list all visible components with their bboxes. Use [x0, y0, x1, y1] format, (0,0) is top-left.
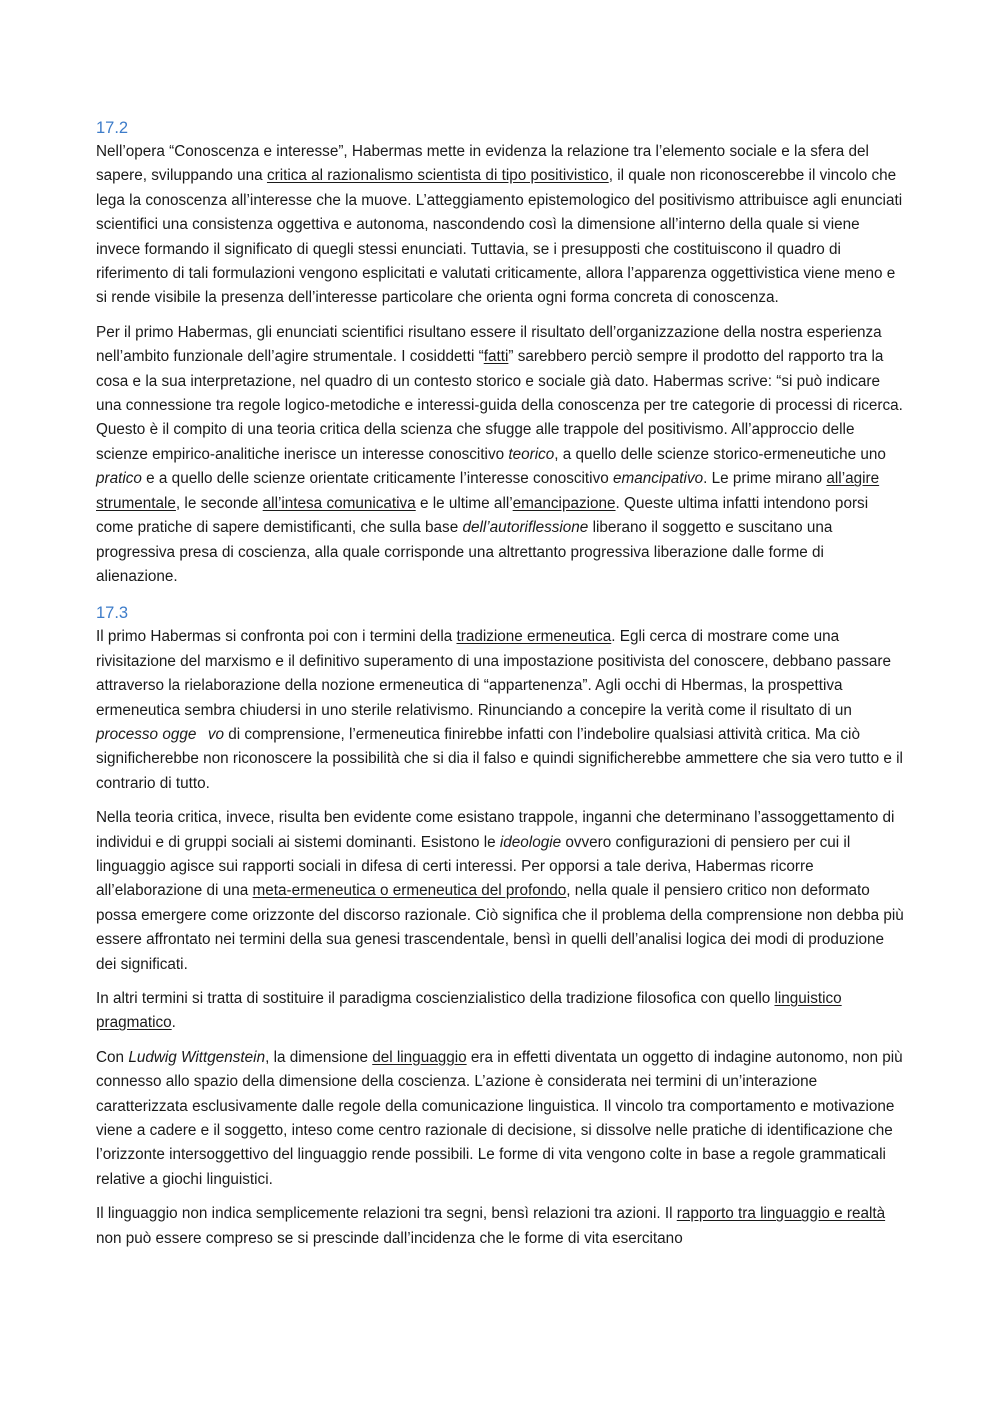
italic-term: processo ogge vo: [96, 725, 224, 743]
text: era in effetti diventata un oggetto di indagine autonomo, non più connesso allo spazio della dimensione della coscienza. L’azione è considerata nei termini di un’interazione caratterizzata esclusivamente dalle regole della comunicazione linguistica. Il vincolo tra comportamento e motivazione viene a cadere e il soggetto, inteso come centro razionale di decisione, si dissolve nelle pratiche di identificazione che l’orizzonte intersoggettivo del linguaggio rende possibili. Le forme di vita vengono colte in base a regole grammaticali relative a giochi linguistici.: [96, 1048, 903, 1188]
text: liberano il soggetto e suscitano una progressiva presa di coscienza, alla quale corrisponde una altrettanto progressiva liberazione dalle forme di alienazione.: [96, 519, 833, 585]
text: , le seconde: [175, 494, 263, 512]
text: , la dimensione: [265, 1048, 373, 1066]
text: In altri termini si tratta di sostituire il paradigma coscienzialistico della tradizione filosofica con quello: [96, 990, 775, 1007]
text: Nella teoria critica, invece, risulta ben evidente come esistano trappole, inganni che determinano l’assoggettamento di individui e di gruppi sociali ai sistemi dominanti. Esistono le: [96, 809, 895, 851]
paragraph-17-2-2: [96, 321, 908, 589]
italic-term: ideologie: [499, 833, 562, 851]
paragraph-17-3-2: [96, 806, 908, 977]
text: Per il primo Habermas, gli enunciati scientifici risultano essere il risultato dell’organizzazione della nostra esperienza nell’ambito funzionale dell’agire strumentale. I cosiddetti “: [96, 323, 882, 366]
text: .: [171, 1014, 176, 1032]
underlined-phrase: tradizione ermeneutica: [456, 628, 612, 646]
underlined-phrase: fatti: [483, 348, 509, 366]
underlined-phrase: critica al razionalismo scientista di tipo positivistico: [266, 167, 609, 185]
paragraph-17-2-1: [96, 140, 908, 311]
paragraph-17-3-3: [96, 987, 908, 1036]
underlined-phrase: emancipazione: [512, 494, 616, 512]
text: Il linguaggio non indica semplicemente relazioni tra segni, bensì relazioni tra azioni. Il: [96, 1205, 677, 1223]
text: e le ultime all’: [415, 494, 513, 512]
italic-term: pratico: [96, 470, 142, 488]
text: non può essere compreso se si prescinde dall’incidenza che le forme di vita esercitano: [96, 1229, 683, 1247]
document-page: [96, 116, 908, 1261]
text: . Egli cerca di mostrare come una rivisitazione del marxismo e il definitivo superamento di una impostazione positivista del conoscere, debbano passare attraverso la rielaborazione della nozione ermeneutica di “appartenenza”. Agli occhi di Hbermas, la prospettiva ermeneutica sembra chiudersi in uno sterile relativismo. Rinunciando a concepire la verità come il risultato di un: [96, 628, 892, 719]
text: , a quello delle scienze storico-ermeneutiche uno: [554, 445, 886, 463]
italic-term: teorico: [508, 445, 555, 463]
underlined-phrase: meta-ermeneutica o ermeneutica del profondo: [252, 882, 567, 900]
underlined-phrase: all’intesa comunicativa: [262, 494, 416, 512]
paragraph-17-3-1: [96, 625, 908, 796]
italic-term: Ludwig Wittgenstein: [128, 1048, 266, 1066]
text: ovvero configurazioni di pensiero per cui il linguaggio agisce sui rapporti sociali in difesa di certi interessi. Per opporsi a tale deriva, Habermas ricorre all’elaborazione di una: [96, 833, 851, 900]
text: ” sarebbero perciò sempre il prodotto del rapporto tra la cosa e la sua interpretazione, nel quadro di un contesto storico e sociale già dato. Habermas scrive: “si può indicare una connessione tra regole logico-metodiche e interessi-guida della conoscenza per tre categorie di processi di ricerca. Questo è il compito di una teoria critica della scienza che sfugge alle trappole del positivismo. All’approccio delle scienze empirico-analitiche inerisce un interesse conoscitivo: [96, 348, 903, 463]
text: e a quello delle scienze orientate criticamente l’interesse conoscitivo: [141, 470, 613, 488]
text: , nella quale il pensiero critico non deformato possa emergere come orizzonte del discorso razionale. Ciò significa che il problema della comprensione non debba più essere affrontato nei termini della sua genesi trascendentale, bensì in quelli dell’analisi logica dei modi di produzione dei significati.: [96, 882, 904, 973]
text: di comprensione, l’ermeneutica finirebbe infatti con l’indebolire qualsiasi attività critica. Ma ciò significherebbe non riconoscere la possibilità che si dia il falso e quindi significherebbe ammettere che sia vero tutto e il contrario di tutto.: [96, 725, 903, 792]
text: . Le prime mirano: [703, 470, 827, 488]
paragraph-17-3-4: [96, 1046, 908, 1192]
section-heading-17-3: 17.3: [96, 604, 129, 623]
underlined-phrase: linguistico pragmatico: [96, 990, 842, 1032]
underlined-phrase: rapporto tra linguaggio e realtà: [676, 1205, 886, 1223]
underlined-phrase: all’agire strumentale: [96, 470, 880, 512]
text: , il quale non riconoscerebbe il vincolo che lega la conoscenza all’interesse che la muove. L’atteggiamento epistemologico del positivismo attribuisce agli enunciati scientifici una consistenza oggettiva e autonoma, nascondendo così la dimensione all’interno della quale si viene invece formando il significato di quegli stessi enunciati. Tuttavia, se i presupposti che costituiscono il quadro di riferimento di tali formulazioni vengono esplicitati e valutati criticamente, allora l’apparenza oggettivistica viene meno e si rende visibile la presenza dell’interesse particolare che orienta ogni forma concreta di conoscenza.: [96, 167, 903, 307]
text: . Queste ultima infatti intendono porsi come pratiche di sapere demistificanti, che sulla base: [96, 494, 869, 537]
paragraph-17-3-5: [96, 1202, 908, 1251]
section-heading-17-2: 17.2: [96, 119, 129, 137]
underlined-phrase: del linguaggio: [372, 1048, 467, 1066]
italic-term: dell’autoriflessione: [462, 519, 589, 537]
italic-term: emancipativo: [612, 470, 704, 488]
text: Il primo Habermas si confronta poi con i termini della: [96, 628, 457, 646]
text: Nell’opera “Conoscenza e interesse”, Habermas mette in evidenza la relazione tra l’elemento sociale e la sfera del sapere, sviluppando una: [96, 143, 869, 185]
text: Con: [96, 1048, 129, 1066]
